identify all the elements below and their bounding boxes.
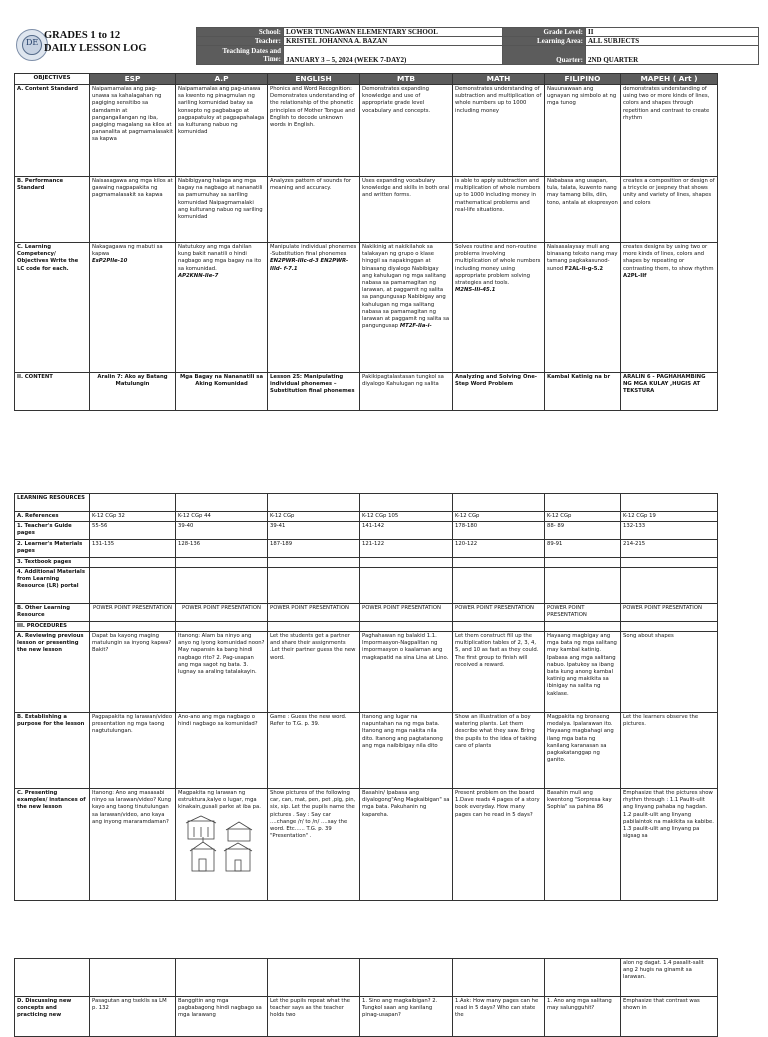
cell-mapeh: K-12 CGp 19 (621, 512, 718, 522)
cell-english: Phonics and Word Recognition: Demonstrates understanding of the relationship of the phonetic principles of Mother Tongue and English to decode unknown words in English. (268, 85, 360, 177)
cell-math (453, 621, 545, 631)
cell-esp: 131-135 (90, 539, 176, 557)
teacher-label: Teacher: (197, 37, 284, 46)
lc-code: AP2KNN-IIe-7 (178, 272, 219, 279)
cell-english: Show pictures of the following car, can, mat, pen, pet ,pig, pin, six, sip. Let the pupils name the pictures . Say : Say car ....change /r/ to /n/ ....say the word. Etc...... T.G. p. 39 "Presentation" . (268, 789, 360, 901)
lc-code: EsP2PIIe-10 (92, 258, 128, 265)
cell-filipino (545, 959, 621, 997)
cell-esp: Pasagutan ang tseklis sa LM p. 132 (90, 997, 176, 1037)
area-value: ALL SUBJECTS (586, 37, 759, 46)
cell-filipino: Kambal Katinig na br (545, 373, 621, 411)
row-label-additional-materials: 4. Additional Materials from Learning Resource (LR) portal (15, 567, 90, 603)
row-label-learning-competency: C. Learning Competency/ Objectives Write the LC code for each. (15, 243, 90, 373)
cell-esp (90, 557, 176, 567)
cell-ap: Banggitin ang mga pagbabagong hindi nagbago sa mga larawang (176, 997, 268, 1037)
cell-english: 187-189 (268, 539, 360, 557)
cell-esp: K-12 CGp 32 (90, 512, 176, 522)
cell-mtb (360, 494, 453, 512)
competency-text: Nakagagawa ng mabuti sa kapwa (92, 244, 163, 258)
cell-math: Show an illustration of a boy watering plants. Let them describe what they saw. Bring the pupils to the idea of taking care of plants (453, 713, 545, 789)
cell-filipino (545, 243, 621, 373)
table-row (15, 539, 718, 557)
cell-filipino: POWER POINT PRESENTATION (545, 603, 621, 621)
dates-label-line2: Time: (263, 55, 281, 63)
row-label-references: A. References (15, 512, 90, 522)
lc-code: F2AL-Ii-g-5.2 (564, 265, 604, 272)
col-header-english: ENGLISH (268, 74, 360, 85)
teacher-value: KRISTEL JOHANNA A. BAZAN (284, 37, 503, 46)
cell-filipino (545, 567, 621, 603)
cell-mtb (360, 567, 453, 603)
cell-mapeh: 132-133 (621, 522, 718, 539)
col-header-esp: ESP (90, 74, 176, 85)
cell-math: K-12 CGp (453, 512, 545, 522)
cell-mtb: Basahin/ Ipabasa ang diyalogong"Ang Magkaibigan" sa mga bata. Pakuhanin ng kapareha. (360, 789, 453, 901)
procedures-continued-table (14, 958, 718, 1037)
table-row (15, 494, 718, 512)
cell-filipino: Nauunawaan ang ugnayan ng simbolo at ng mga tunog (545, 85, 621, 177)
row-label-reviewing: A. Reviewing previous lesson or presenting the new lesson (15, 632, 90, 713)
cell-esp (90, 243, 176, 373)
cell-esp: Aralin 7: Ako ay Batang Matulungin (90, 373, 176, 411)
col-header-mapeh: MAPEH ( Art ) (621, 74, 718, 85)
cell-esp (90, 494, 176, 512)
cell-filipino: 88- 89 (545, 522, 621, 539)
cell-english: Let the students get a partner and share their assignments .Let their partner guess the new word. (268, 632, 360, 713)
quarter-label: Quarter: (503, 46, 586, 65)
row-label-discussing-concepts: D. Discussing new concepts and practicing new (15, 997, 90, 1037)
cell-math: Let them construct fill up the multiplication tables of 2, 3, 4, 5, and 10 as fast as they could. The first group to finish will received a reward. (453, 632, 545, 713)
table-row (15, 959, 718, 997)
cell-filipino: 1. Ano ang mga salitang may salungguhit? (545, 997, 621, 1037)
cell-ap (176, 494, 268, 512)
cell-math (453, 494, 545, 512)
cell-ap: 39-40 (176, 522, 268, 539)
competency-text: Natutukoy ang mga dahilan kung bakit nanatili o hindi nagbago ang mga bagay na ito sa komunidad. (178, 244, 262, 272)
competency-text: creates designs by using two or more kinds of lines, colors and shapes by repeating or contrasting them, to show rhythm (623, 244, 714, 272)
competency-text: Naisasalaysay muli ang binasang teksto nang may tamang pagkakasunod-sunod (547, 244, 618, 272)
cell-english (268, 567, 360, 603)
school-label: School: (197, 28, 284, 37)
lc-code: EN2PWR-IIIc-d-3 EN2PWR-IIId- f-7.1 (270, 258, 349, 272)
cell-ap: Nabibigyang halaga ang mga bagay na nagbago at nananatili sa pamumuhay sa sariling komunidad Naipagmamalaki ang kulturang nabuo ng sariling komunidad (176, 177, 268, 243)
row-label-content: II. CONTENT (15, 373, 90, 411)
cell-english (268, 959, 360, 997)
cell-mtb: Itanong ang lugar na napuntahan na ng mga bata. Itanong ang mga nakita nila dito. Itanong ang pagtatanong ang mga naibibigay nila dito (360, 713, 453, 789)
cell-esp: Itanong: Ano ang masasabi ninyo sa larawan/video? Kung kayo ang taong tinutulungan sa larawan/video, ano kaya ang inyong mararamdaman? (90, 789, 176, 901)
cell-ap (176, 789, 268, 901)
table-row (15, 632, 718, 713)
dates-value: JANUARY 3 – 5, 2024 (WEEK 7-DAY2) (284, 46, 503, 65)
cell-mapeh: demonstrates understanding of using two or more kinds of lines, colors and shapes through repetition and contrast to create rhythm (621, 85, 718, 177)
cell-math: Demonstrates understanding of subtraction and multiplication of whole numbers up to 1000 including money (453, 85, 545, 177)
cell-mtb (360, 621, 453, 631)
grade-value: II (586, 28, 759, 37)
cell-ap (176, 567, 268, 603)
cell-mapeh (621, 557, 718, 567)
cell-mapeh: POWER POINT PRESENTATION (621, 603, 718, 621)
cell-filipino: 89-91 (545, 539, 621, 557)
dates-label (197, 46, 284, 65)
row-label-content-standard: A. Content Standard (15, 85, 90, 177)
quarter-value: 2ND QUARTER (586, 46, 759, 65)
building-sketch-icon (182, 815, 262, 875)
cell-mapeh (621, 567, 718, 603)
grade-label: Grade Level: (503, 28, 586, 37)
lc-code: M2NS-IIi-45.1 (455, 287, 496, 294)
competency-text: Manipulate individual phonemes -Substitution final phonemes (270, 244, 357, 258)
cell-ap: 128-136 (176, 539, 268, 557)
table-row (15, 373, 718, 411)
cell-mapeh: alon ng dagat. 1.4 pasalit-salit ang 2 hugis na ginamit sa larawan. (621, 959, 718, 997)
row-label-performance-standard: B. Performance Standard (15, 177, 90, 243)
table-row (15, 789, 718, 901)
competency-text: Solves routine and non-routine problems involving multiplication of whole numbers including money using appropriate problem solving strategies and tools. (455, 244, 541, 287)
cell-ap: K-12 CGp 44 (176, 512, 268, 522)
cell-esp: Naipamamalas ang pag-unawa sa kahalagahan ng pagiging sensitibo sa damdamin at pangangailangan ng iba, pagiging magalang sa kilos at pananalita at pagmamalasakit sa kapwa (90, 85, 176, 177)
cell-esp: Naisasagawa ang mga kilos at gawaing nagpapakita ng pagmamalasakit sa kapwa (90, 177, 176, 243)
objectives-table (14, 73, 718, 411)
cell-esp: Pagpapakita ng larawan/video presentation ng mga taong nagtutulungan. (90, 713, 176, 789)
cell-english: 39-41 (268, 522, 360, 539)
cell-ap (176, 959, 268, 997)
cell-math (453, 557, 545, 567)
cell-esp (90, 567, 176, 603)
cell-english: Analyzes pattern of sounds for meaning and accuracy. (268, 177, 360, 243)
table-row (15, 713, 718, 789)
cell-math: 1.Ask: How many pages can he read in 5 days? Who can state the (453, 997, 545, 1037)
cell-math (453, 959, 545, 997)
table-row (15, 621, 718, 631)
row-label-learners-materials: 2. Learner's Materials pages (15, 539, 90, 557)
cell-mtb (360, 243, 453, 373)
resources-procedures-table (14, 493, 718, 901)
cell-ap-text: Magpakita ng larawan ng estruktura,kalye o lugar, mga kinakain,gusali parke at iba pa. (178, 790, 261, 811)
cell-mtb: 121-122 (360, 539, 453, 557)
cell-esp (90, 959, 176, 997)
cell-mapeh (621, 621, 718, 631)
table-row (15, 557, 718, 567)
cell-mtb (360, 959, 453, 997)
deped-seal-icon: DE (16, 29, 48, 61)
cell-math (453, 243, 545, 373)
title-grades: GRADES 1 to 12 (44, 30, 121, 41)
cell-ap (176, 621, 268, 631)
cell-english: POWER POINT PRESENTATION (268, 603, 360, 621)
cell-filipino: Nababasa ang usapan, tula, talata, kuwento nang may tamang bilis, diin, tono, antala at ekspresyon (545, 177, 621, 243)
col-header-objectives: OBJECTIVES (15, 74, 90, 85)
cell-mapeh: ARALIN 6 - PAGHAHAMBING NG MGA KULAY ,HUGIS AT TEKSTURA (621, 373, 718, 411)
cell-mtb: Demonstrates expanding knowledge and use of appropriate grade level vocabulary and concepts. (360, 85, 453, 177)
cell-mtb: 1. Sino ang magkaibigan? 2. Tungkol saan ang kanilang pinag-usapan? (360, 997, 453, 1037)
cell-english: Game : Guess the new word. Refer to T.G. p. 39. (268, 713, 360, 789)
cell-mtb: Paghahawan ng balakid 1.1. Impormasyon-Nagpalitan ng impormasyon o kaalaman ang magkapatid na sina Lina at Lino. (360, 632, 453, 713)
cell-mapeh: Emphasize that contrast was shown in (621, 997, 718, 1037)
row-label-presenting-examples: C. Presenting examples/ instances of the new lesson (15, 789, 90, 901)
table-row (15, 243, 718, 373)
cell-ap: Ano-ano ang mga nagbago o hindi nagbago sa komunidad? (176, 713, 268, 789)
cell-english (268, 243, 360, 373)
row-label-continued (15, 959, 90, 997)
title-daily-lesson-log: DAILY LESSON LOG (44, 43, 147, 54)
cell-english: Lesson 25: Manipulating individual phonemes – Substitution final phonemes (268, 373, 360, 411)
cell-ap: Itanong: Alam ba ninyo ang anyo ng iyong komunidad noon? May napansin ka bang hindi nagbago rito? 2. Pag-usapan ang mga sagot ng bata. 3. Iugnay sa araling tatalakayin. (176, 632, 268, 713)
cell-english: K-12 CGp (268, 512, 360, 522)
cell-filipino (545, 621, 621, 631)
cell-math: is able to apply subtraction and multiplication of whole numbers up to 1000 including money in mathematical problems and real-life situations. (453, 177, 545, 243)
cell-mtb: 141-142 (360, 522, 453, 539)
col-header-mtb: MTB (360, 74, 453, 85)
col-header-filipino: FILIPINO (545, 74, 621, 85)
table-row (15, 997, 718, 1037)
row-label-procedures: III. PROCEDURES (15, 621, 90, 631)
row-label-learning-resources: LEARNING RESOURCES (15, 494, 90, 512)
cell-math: Analyzing and Solving One-Step Word Problem (453, 373, 545, 411)
cell-math: POWER POINT PRESENTATION (453, 603, 545, 621)
table-row (15, 177, 718, 243)
cell-mapeh: Emphasize that the pictures show rhythm through : 1.1 Paulit-ulit ang linyang pahaba ng hagdan. 1.2 paulit-ulit ang linyang pabilaintok na makikita sa kabibe. 1.3 paulit-ulit ang linyang pa sigsag sa (621, 789, 718, 901)
cell-math: 178-180 (453, 522, 545, 539)
cell-filipino: K-12 CGp (545, 512, 621, 522)
cell-esp: Dapat ba kayong maging matulungin sa inyong kapwa?Bakit? (90, 632, 176, 713)
cell-math: Present problem on the board 1.Dave reads 4 pages of a story book everyday. How many pages can he read in 5 days? (453, 789, 545, 901)
cell-mapeh: Let the learners observe the pictures. (621, 713, 718, 789)
cell-mtb: Pakikipagtalastasan tungkol sa diyalogo Kahulugan ng salita (360, 373, 453, 411)
cell-ap: POWER POINT PRESENTATION (176, 603, 268, 621)
cell-mapeh: Song about shapes (621, 632, 718, 713)
school-value: LOWER TUNGAWAN ELEMENTARY SCHOOL (284, 28, 503, 37)
competency-text: Nakikinig at nakikilahok sa talakayan ng grupo o klase hinggil sa napakinggan at binasang diyalogo Nabibigay ang kahulugan ng mga salitang nabasa sa pamamagitan ng larawan, at paggamit ng salita sa pangungusap Nabibigay ang kahulugan ng mga salitang nabasa sa pamamagitan ng larawan at paggamit ng salita sa pangungusap (362, 244, 450, 330)
table-row (15, 603, 718, 621)
cell-mapeh (621, 243, 718, 373)
cell-filipino (545, 494, 621, 512)
cell-english (268, 494, 360, 512)
cell-esp (90, 621, 176, 631)
cell-filipino: Magpakita ng bronseng medalya. Ipalarawan ito. Hayaang magbahagi ang ilang mga bata ng kanilang karanasan sa pagkakatanggap ng ganito. (545, 713, 621, 789)
cell-esp: POWER POINT PRESENTATION (90, 603, 176, 621)
row-label-textbook: 3. Textbook pages (15, 557, 90, 567)
cell-filipino: Hayaang magbigay ang mga bata ng mga salitang may kambal katinig. Ipabasa ang mga salitang nabuo. Ipatukoy sa ibang bata kung anong kambal katinig ang makikita sa ibinigay na salita ng kaklase. (545, 632, 621, 713)
cell-mtb (360, 557, 453, 567)
row-label-other-resources: B. Other Learning Resource (15, 603, 90, 621)
lc-code: A2PL-IIf (623, 272, 647, 279)
col-header-ap: A.P (176, 74, 268, 85)
cell-mtb: POWER POINT PRESENTATION (360, 603, 453, 621)
cell-esp: 55-56 (90, 522, 176, 539)
cell-filipino: Basahin muli ang kwentong "Sorpresa kay Sophia" sa pahina 86 (545, 789, 621, 901)
cell-mapeh (621, 494, 718, 512)
cell-mtb: Uses expanding vocabulary knowledge and skills in both oral and written forms. (360, 177, 453, 243)
cell-mapeh: 214-215 (621, 539, 718, 557)
cell-ap: Naipamamalas ang pag-unawa sa kwento ng pinagmulan ng sariling komunidad batay sa konsepto ng pagbabago at pagpapatuloy at pagpapahalaga sa kulturang nabuo ng komunidad (176, 85, 268, 177)
cell-mapeh: creates a composition or design of a tricycle or jeepney that shows unity and variety of lines, shapes and colors (621, 177, 718, 243)
cell-english: Let the pupils repeat what the teacher says as the teacher holds two (268, 997, 360, 1037)
cell-math (453, 567, 545, 603)
cell-ap (176, 557, 268, 567)
table-row (15, 85, 718, 177)
cell-english (268, 621, 360, 631)
cell-english (268, 557, 360, 567)
row-label-teachers-guide: 1. Teacher's Guide pages (15, 522, 90, 539)
log-header (14, 27, 759, 67)
cell-filipino (545, 557, 621, 567)
header-info-grid (196, 27, 759, 65)
cell-math: 120-122 (453, 539, 545, 557)
table-row (15, 522, 718, 539)
lc-code: MT2F-IIa-i- (399, 323, 432, 330)
row-label-establishing-purpose: B. Establishing a purpose for the lesson (15, 713, 90, 789)
table-row (15, 512, 718, 522)
dates-label-line1: Teaching Dates and (222, 47, 281, 55)
cell-ap (176, 243, 268, 373)
col-header-math: MATH (453, 74, 545, 85)
cell-ap: Mga Bagay na Nananatili sa Aking Komunidad (176, 373, 268, 411)
cell-mtb: K-12 CGp 105 (360, 512, 453, 522)
area-label: Learning Area: (503, 37, 586, 46)
table-row (15, 567, 718, 603)
